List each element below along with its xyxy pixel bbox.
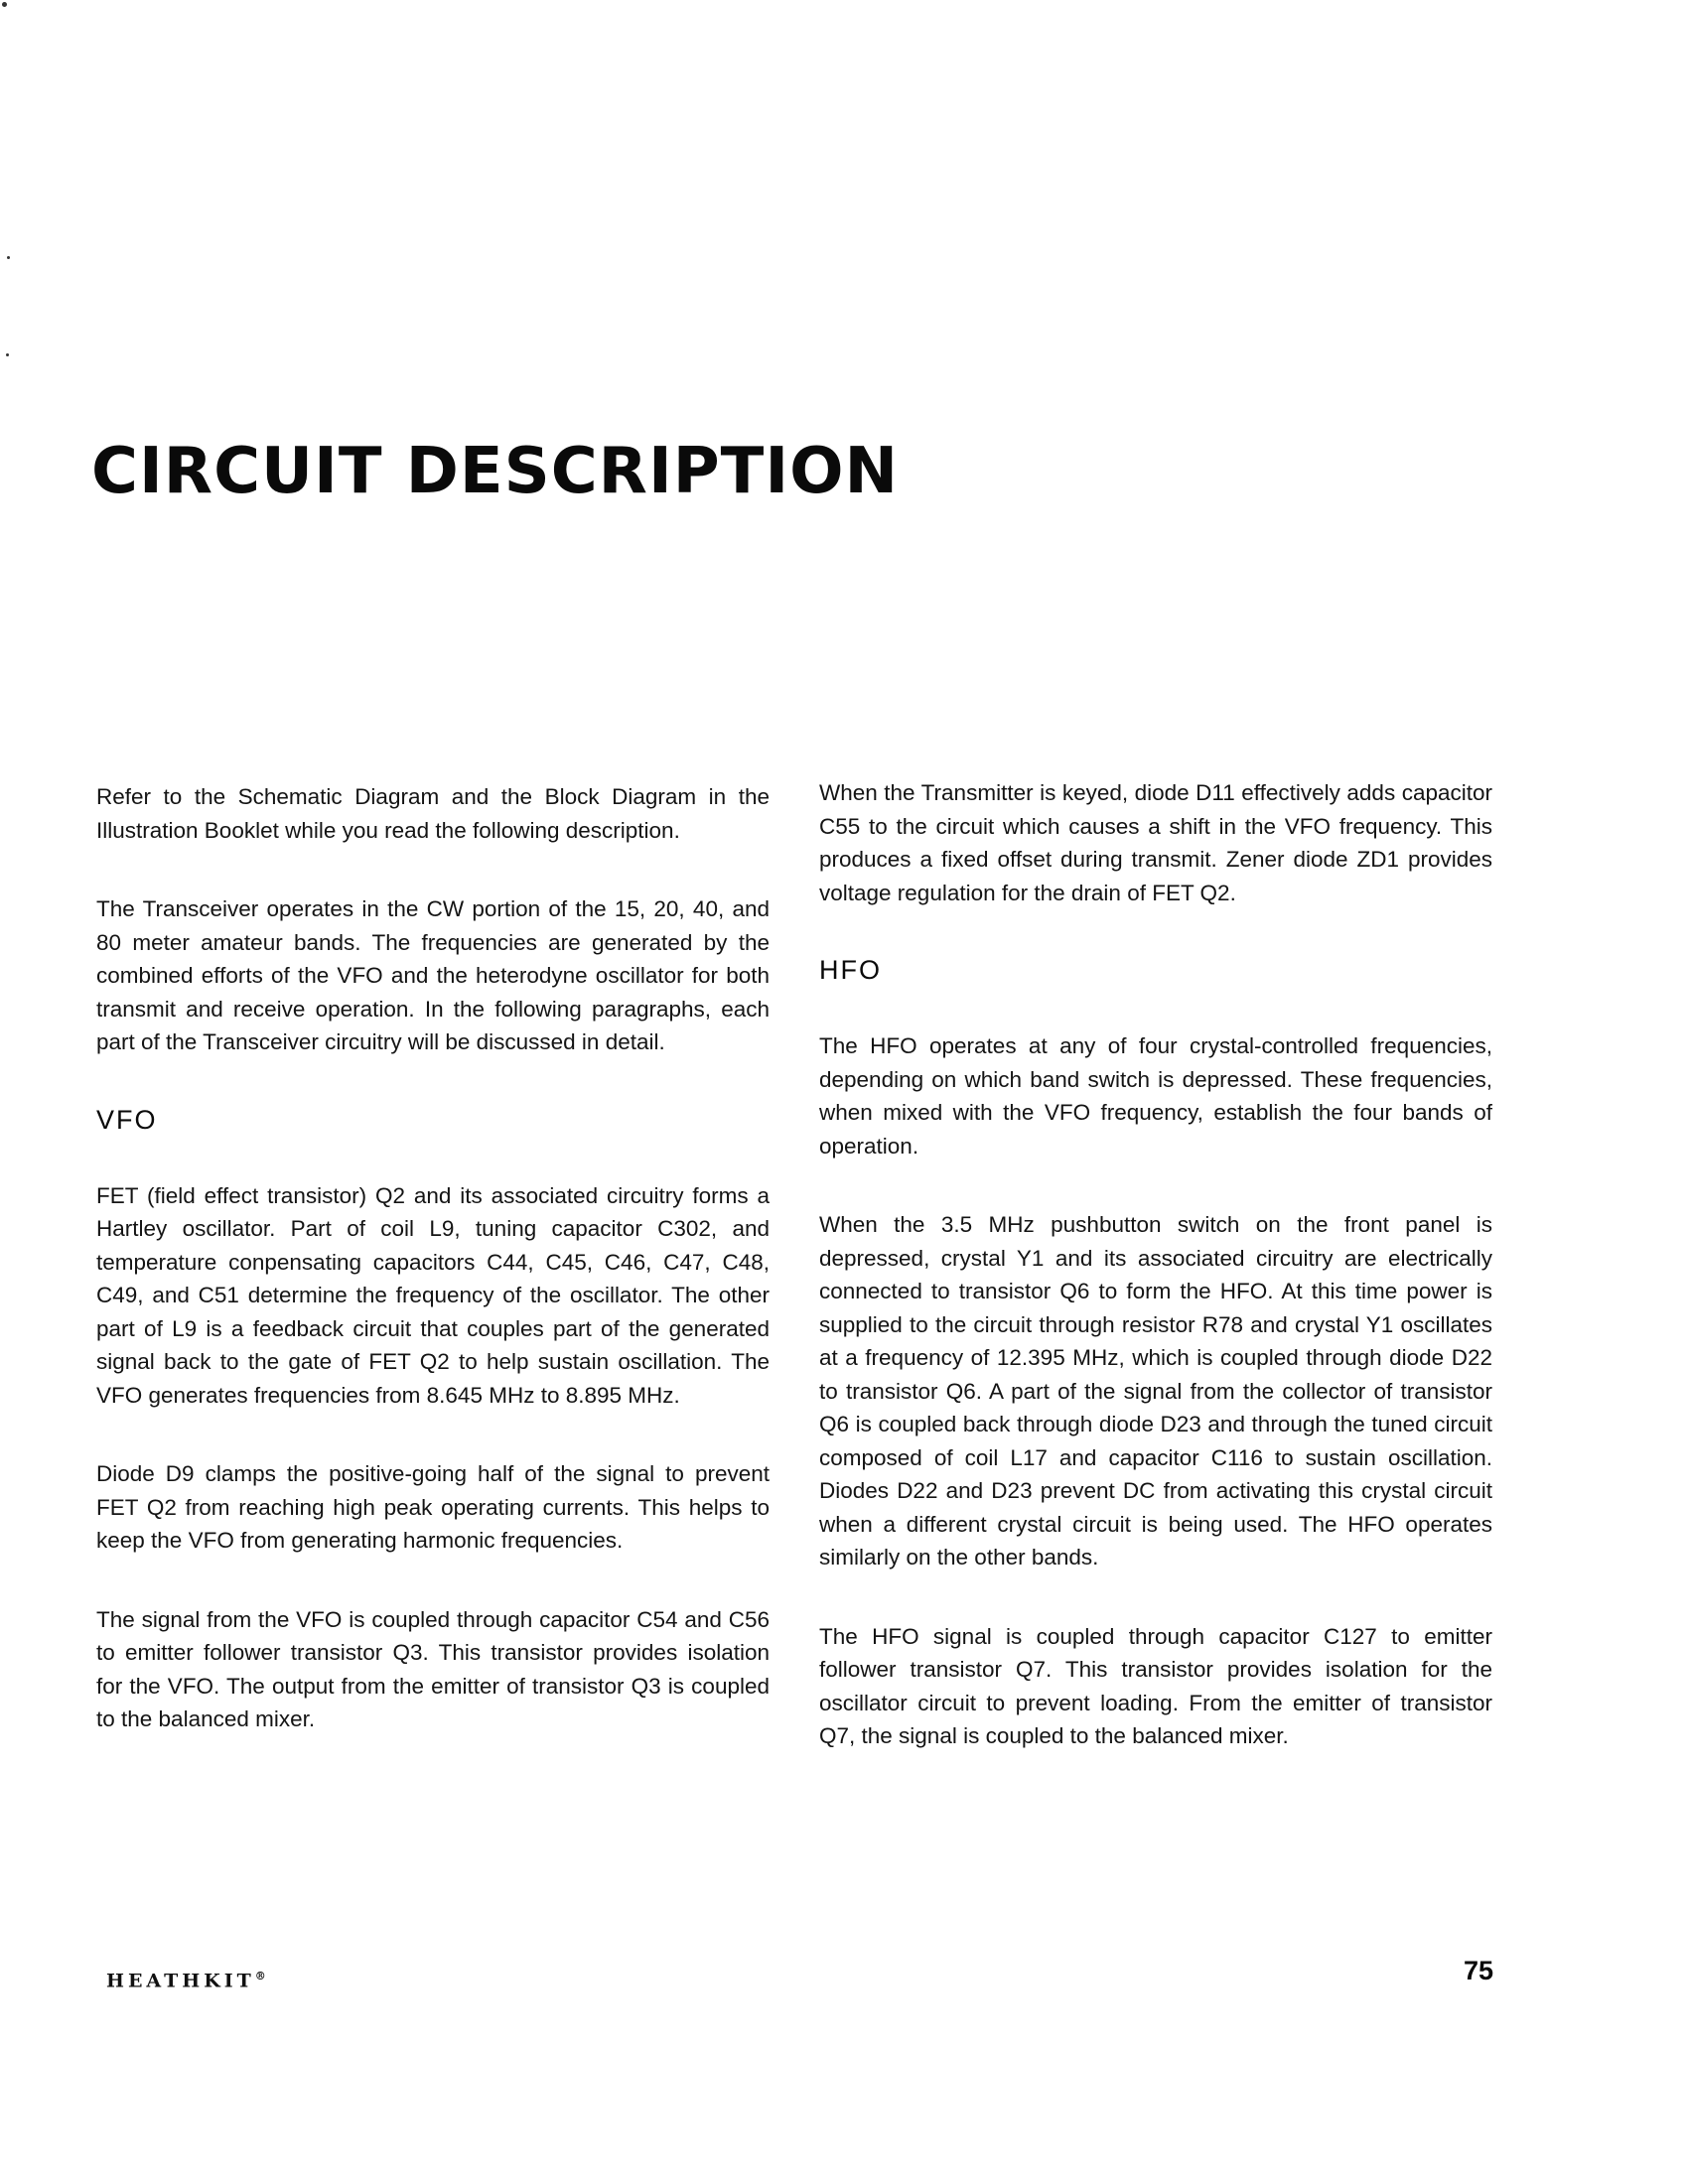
scan-speck [2, 2, 7, 7]
right-column [819, 776, 1492, 1799]
overview-paragraph: The Transceiver operates in the CW portion of the 15, 20, 40, and 80 meter amateur bands. The frequencies are generated by the combined efforts of the VFO and the heterodyne oscillator for both transmit and receive operation. In the following paragraphs, each part of the Transceiver circuitry will be discussed in detail. [96, 896, 770, 1054]
hfo-output-paragraph: The HFO signal is coupled through capacitor C127 to emitter follower transistor Q7. This transistor provides isolation for the oscillator circuit to prevent loading. From the emitter of transistor Q7, the signal is coupled to the balanced mixer. [819, 1623, 1492, 1748]
heathkit-logo [106, 1970, 266, 1991]
hfo-bands-paragraph: The HFO operates at any of four crystal-controlled frequencies, depending on which band switch is depressed. These frequencies, when mixed with the VFO frequency, establish the four bands of operation. [819, 1033, 1492, 1159]
vfo-heading: VFO [96, 1104, 158, 1135]
hfo-heading: HFO [819, 955, 882, 985]
transmit-offset-paragraph: When the Transmitter is keyed, diode D11 effectively adds capacitor C55 to the circuit which causes a shift in the VFO frequency. This produces a fixed offset during transmit. Zener diode ZD1 provides voltage regulation for the drain of FET Q2. [819, 780, 1492, 905]
brand-name: HEATHKIT [106, 1970, 255, 1992]
hfo-crystal-paragraph: When the 3.5 MHz pushbutton switch on the front panel is depressed, crystal Y1 and its associated circuitry are electrically connected to transistor Q6 to form the HFO. At this time power is supplied to the circuit through resistor R78 and crystal Y1 oscillates at a frequency of 12.395 MHz, which is coupled through diode D22 to transistor Q6. A part of the signal from the collector of transistor Q6 is coupled back through diode D23 and through the tuned circuit composed of coil L17 and capacitor C116 to sustain oscillation. Diodes D22 and D23 prevent DC from activating this crystal circuit when a different crystal circuit is being used. The HFO operates similarly on the other bands. [819, 1212, 1492, 1570]
scan-speck [6, 353, 9, 356]
intro-paragraph: Refer to the Schematic Diagram and the Block Diagram in the Illustration Booklet while you read the following description. [96, 784, 770, 843]
left-column [96, 780, 770, 1782]
scan-speck [7, 256, 10, 259]
registered-mark: ® [254, 1970, 266, 1982]
page-title: CIRCUIT DESCRIPTION [91, 435, 900, 508]
page-number: 75 [1464, 1956, 1494, 1985]
vfo-output-paragraph: The signal from the VFO is coupled through capacitor C54 and C56 to emitter follower transistor Q3. This transistor provides isolation for the VFO. The output from the emitter of transistor Q3 is coupled to the balanced mixer. [96, 1606, 770, 1731]
diode-clamp-paragraph: Diode D9 clamps the positive-going half of the signal to prevent FET Q2 from reaching high peak operating currents. This helps to keep the VFO from generating harmonic frequencies. [96, 1461, 770, 1553]
vfo-oscillator-paragraph: FET (field effect transistor) Q2 and its associated circuitry forms a Hartley oscillator. Part of coil L9, tuning capacitor C302, and temperature conpensating capacitors C44, C45, C46, C47, C48, C49, and C51 determine the frequency of the oscillator. The other part of L9 is a feedback circuit that couples part of the generated signal back to the gate of FET Q2 to help sustain oscillation. The VFO generates frequencies from 8.645 MHz to 8.895 MHz. [96, 1182, 770, 1408]
